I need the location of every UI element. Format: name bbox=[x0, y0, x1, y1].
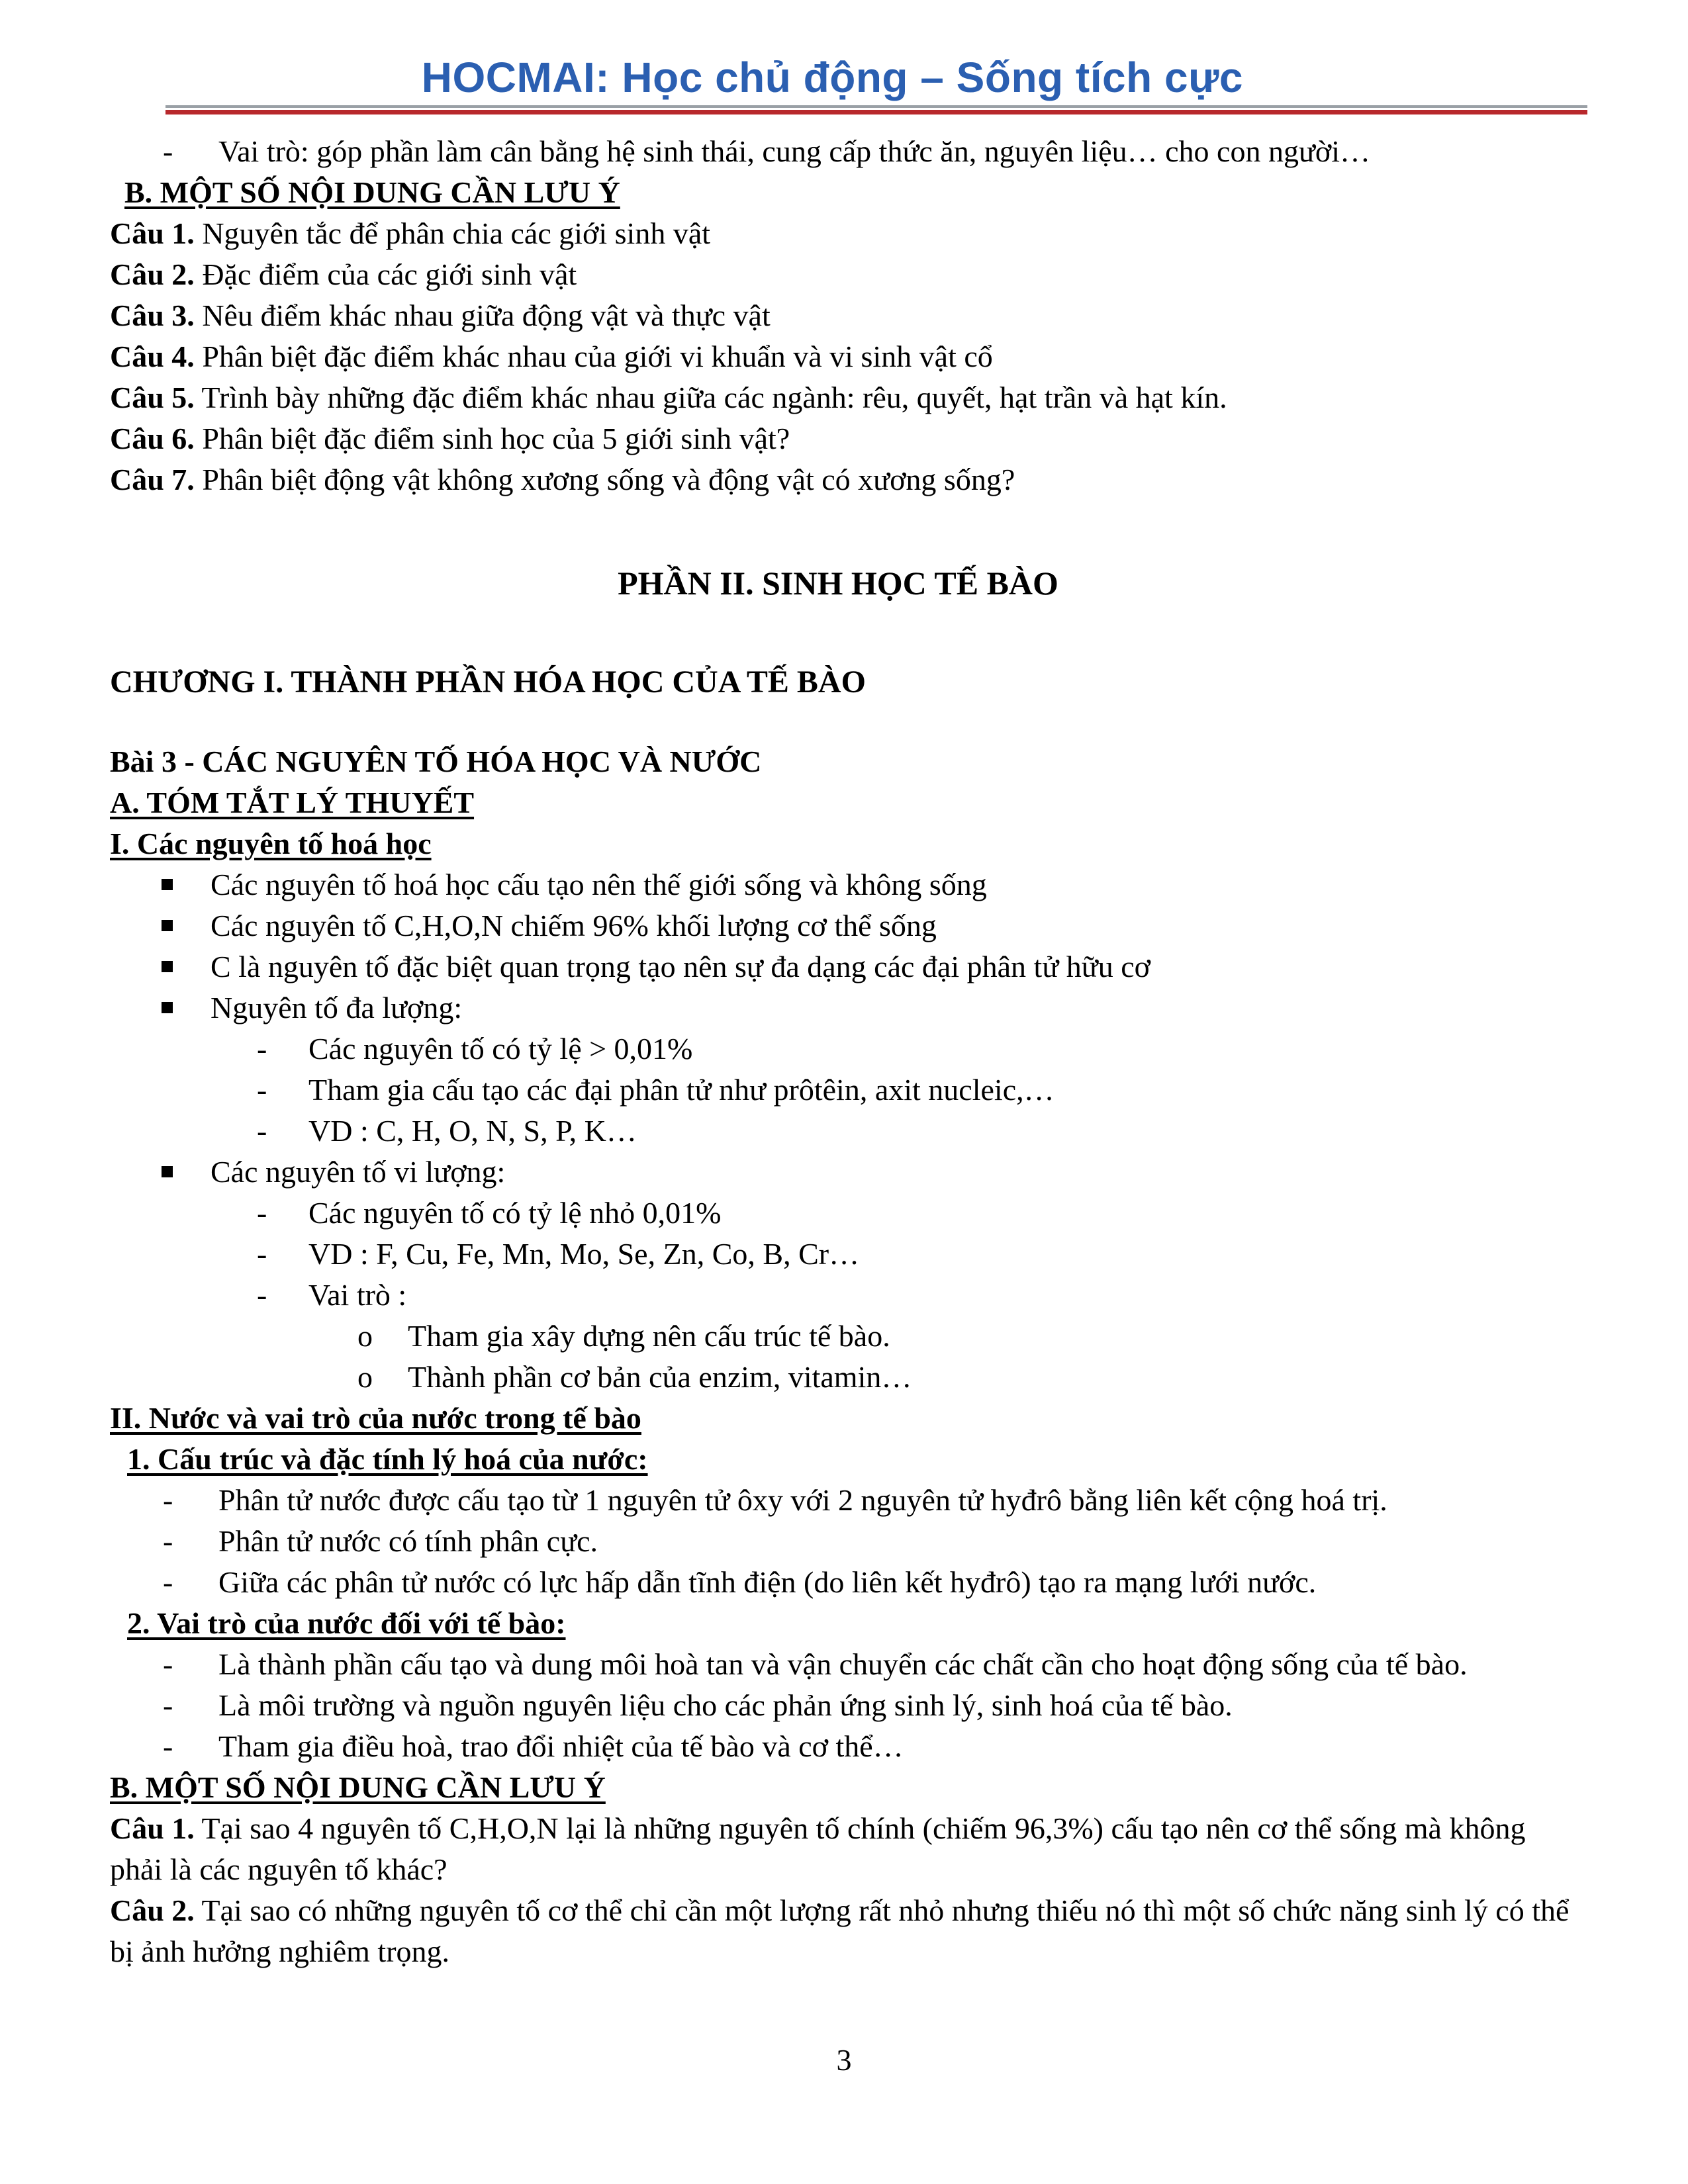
dash-marker: - bbox=[163, 1647, 173, 1681]
role-line: - Vai trò: góp phần làm cân bằng hệ sinh thái, cung cấp thức ăn, nguyên liệu… cho con người… bbox=[110, 131, 1593, 172]
section-i-heading: I. Các nguyên tố hoá học bbox=[110, 827, 432, 860]
question-item: Câu 5. Trình bày những đặc điểm khác nhau giữa các ngành: rêu, quyết, hạt trần và hạt kín. bbox=[110, 381, 1227, 414]
dash-marker: - bbox=[163, 1688, 173, 1722]
dash-marker: - bbox=[257, 1196, 267, 1230]
chapter-title: CHƯƠNG I. THÀNH PHẦN HÓA HỌC CỦA TẾ BÀO bbox=[110, 664, 866, 700]
section-ii-heading: II. Nước và vai trò của nước trong tế bào bbox=[110, 1401, 641, 1435]
square-bullet-icon bbox=[162, 879, 173, 890]
dash-marker: - bbox=[257, 1032, 267, 1066]
section-a-heading: A. TÓM TẮT LÝ THUYẾT bbox=[110, 786, 475, 819]
water-structure-item: - Giữa các phân tử nước có lực hấp dẫn tĩnh điện (do liên kết hyđrô) tạo ra mạng lưới nước. bbox=[110, 1562, 1593, 1603]
role-item: o Tham gia xây dựng nên cấu trúc tế bào. bbox=[110, 1316, 1593, 1357]
macro-item: - VD : C, H, O, N, S, P, K… bbox=[110, 1111, 1593, 1152]
bullet-item: C là nguyên tố đặc biệt quan trọng tạo nên sự đa dạng các đại phân tử hữu cơ bbox=[110, 946, 1593, 987]
dash-marker: - bbox=[163, 1729, 173, 1763]
bullet-item: Các nguyên tố hoá học cấu tạo nên thế giới sống và không sống bbox=[110, 864, 1593, 905]
question-item: Câu 2. Tại sao có những nguyên tố cơ thể chỉ cần một lượng rất nhỏ nhưng thiếu nó thì một số chức năng sinh lý có thể bị ảnh hưởng nghiêm trọng. bbox=[110, 1893, 1570, 1968]
dash-marker: - bbox=[163, 1565, 173, 1599]
square-bullet-icon bbox=[162, 961, 173, 972]
bullet-item: Các nguyên tố vi lượng: bbox=[110, 1152, 1593, 1193]
section-b-heading: B. MỘT SỐ NỘI DUNG CẦN LƯU Ý bbox=[124, 175, 620, 209]
circle-bullet-icon: o bbox=[357, 1319, 373, 1353]
bullet-item: Nguyên tố đa lượng: bbox=[110, 987, 1593, 1028]
water-role-item: - Tham gia điều hoà, trao đổi nhiệt của tế bào và cơ thể… bbox=[110, 1726, 1593, 1767]
part-title: PHẦN II. SINH HỌC TẾ BÀO bbox=[618, 565, 1058, 602]
question-item: Câu 4. Phân biệt đặc điểm khác nhau của giới vi khuẩn và vi sinh vật cổ bbox=[110, 340, 993, 373]
lesson-title: Bài 3 - CÁC NGUYÊN TỐ HÓA HỌC VÀ NƯỚC bbox=[110, 745, 762, 778]
subsection-1-heading: 1. Cấu trúc và đặc tính lý hoá của nước: bbox=[127, 1442, 648, 1476]
question-item: Câu 2. Đặc điểm của các giới sinh vật bbox=[110, 257, 577, 291]
micro-item: - Vai trò : bbox=[110, 1275, 1593, 1316]
micro-item: - Các nguyên tố có tỷ lệ nhỏ 0,01% bbox=[110, 1193, 1593, 1234]
macro-item: - Các nguyên tố có tỷ lệ > 0,01% bbox=[110, 1028, 1593, 1069]
dash-marker: - bbox=[257, 1073, 267, 1107]
page-number: 3 bbox=[836, 2043, 852, 2077]
header-rule-red bbox=[165, 110, 1587, 114]
square-bullet-icon bbox=[162, 1002, 173, 1013]
macro-item: - Tham gia cấu tạo các đại phân tử như prôtêin, axit nucleic,… bbox=[110, 1069, 1593, 1111]
question-item: Câu 1. Tại sao 4 nguyên tố C,H,O,N lại là những nguyên tố chính (chiếm 96,3%) cấu tạo nên cơ thể sống mà không phải là các nguyên tố khác? bbox=[110, 1811, 1526, 1886]
micro-item: - VD : F, Cu, Fe, Mn, Mo, Se, Zn, Co, B, Cr… bbox=[110, 1234, 1593, 1275]
question-item: Câu 6. Phân biệt đặc điểm sinh học của 5 giới sinh vật? bbox=[110, 422, 790, 455]
subsection-2-heading: 2. Vai trò của nước đối với tế bào: bbox=[127, 1606, 566, 1640]
bottom-section-b-heading: B. MỘT SỐ NỘI DUNG CẦN LƯU Ý bbox=[110, 1770, 606, 1804]
dash-marker: - bbox=[257, 1237, 267, 1271]
role-item: o Thành phần cơ bản của enzim, vitamin… bbox=[110, 1357, 1593, 1398]
water-structure-item: - Phân tử nước có tính phân cực. bbox=[110, 1521, 1593, 1562]
page-header-title: HOCMAI: Học chủ động – Sống tích cực bbox=[421, 54, 1243, 101]
bullet-item: Các nguyên tố C,H,O,N chiếm 96% khối lượng cơ thể sống bbox=[110, 905, 1593, 946]
dash-marker: - bbox=[163, 1524, 173, 1558]
header-rule-grey bbox=[165, 105, 1587, 108]
dash-marker: - bbox=[257, 1278, 267, 1312]
question-item: Câu 1. Nguyên tắc để phân chia các giới sinh vật bbox=[110, 216, 711, 250]
water-structure-item: - Phân tử nước được cấu tạo từ 1 nguyên tử ôxy với 2 nguyên tử hyđrô bằng liên kết cộng hoá trị. bbox=[110, 1480, 1593, 1521]
water-role-item: - Là thành phần cấu tạo và dung môi hoà tan và vận chuyển các chất cần cho hoạt động sống của tế bào. bbox=[110, 1644, 1593, 1685]
square-bullet-icon bbox=[162, 920, 173, 931]
square-bullet-icon bbox=[162, 1166, 173, 1177]
document-body bbox=[110, 131, 1593, 1972]
dash-marker: - bbox=[257, 1114, 267, 1148]
dash-marker: - bbox=[163, 1483, 173, 1517]
dash-marker: - bbox=[163, 134, 173, 168]
question-item: Câu 3. Nêu điểm khác nhau giữa động vật và thực vật bbox=[110, 298, 771, 332]
water-role-item: - Là môi trường và nguồn nguyên liệu cho các phản ứng sinh lý, sinh hoá của tế bào. bbox=[110, 1685, 1593, 1726]
question-item: Câu 7. Phân biệt động vật không xương sống và động vật có xương sống? bbox=[110, 463, 1015, 496]
circle-bullet-icon: o bbox=[357, 1360, 373, 1394]
